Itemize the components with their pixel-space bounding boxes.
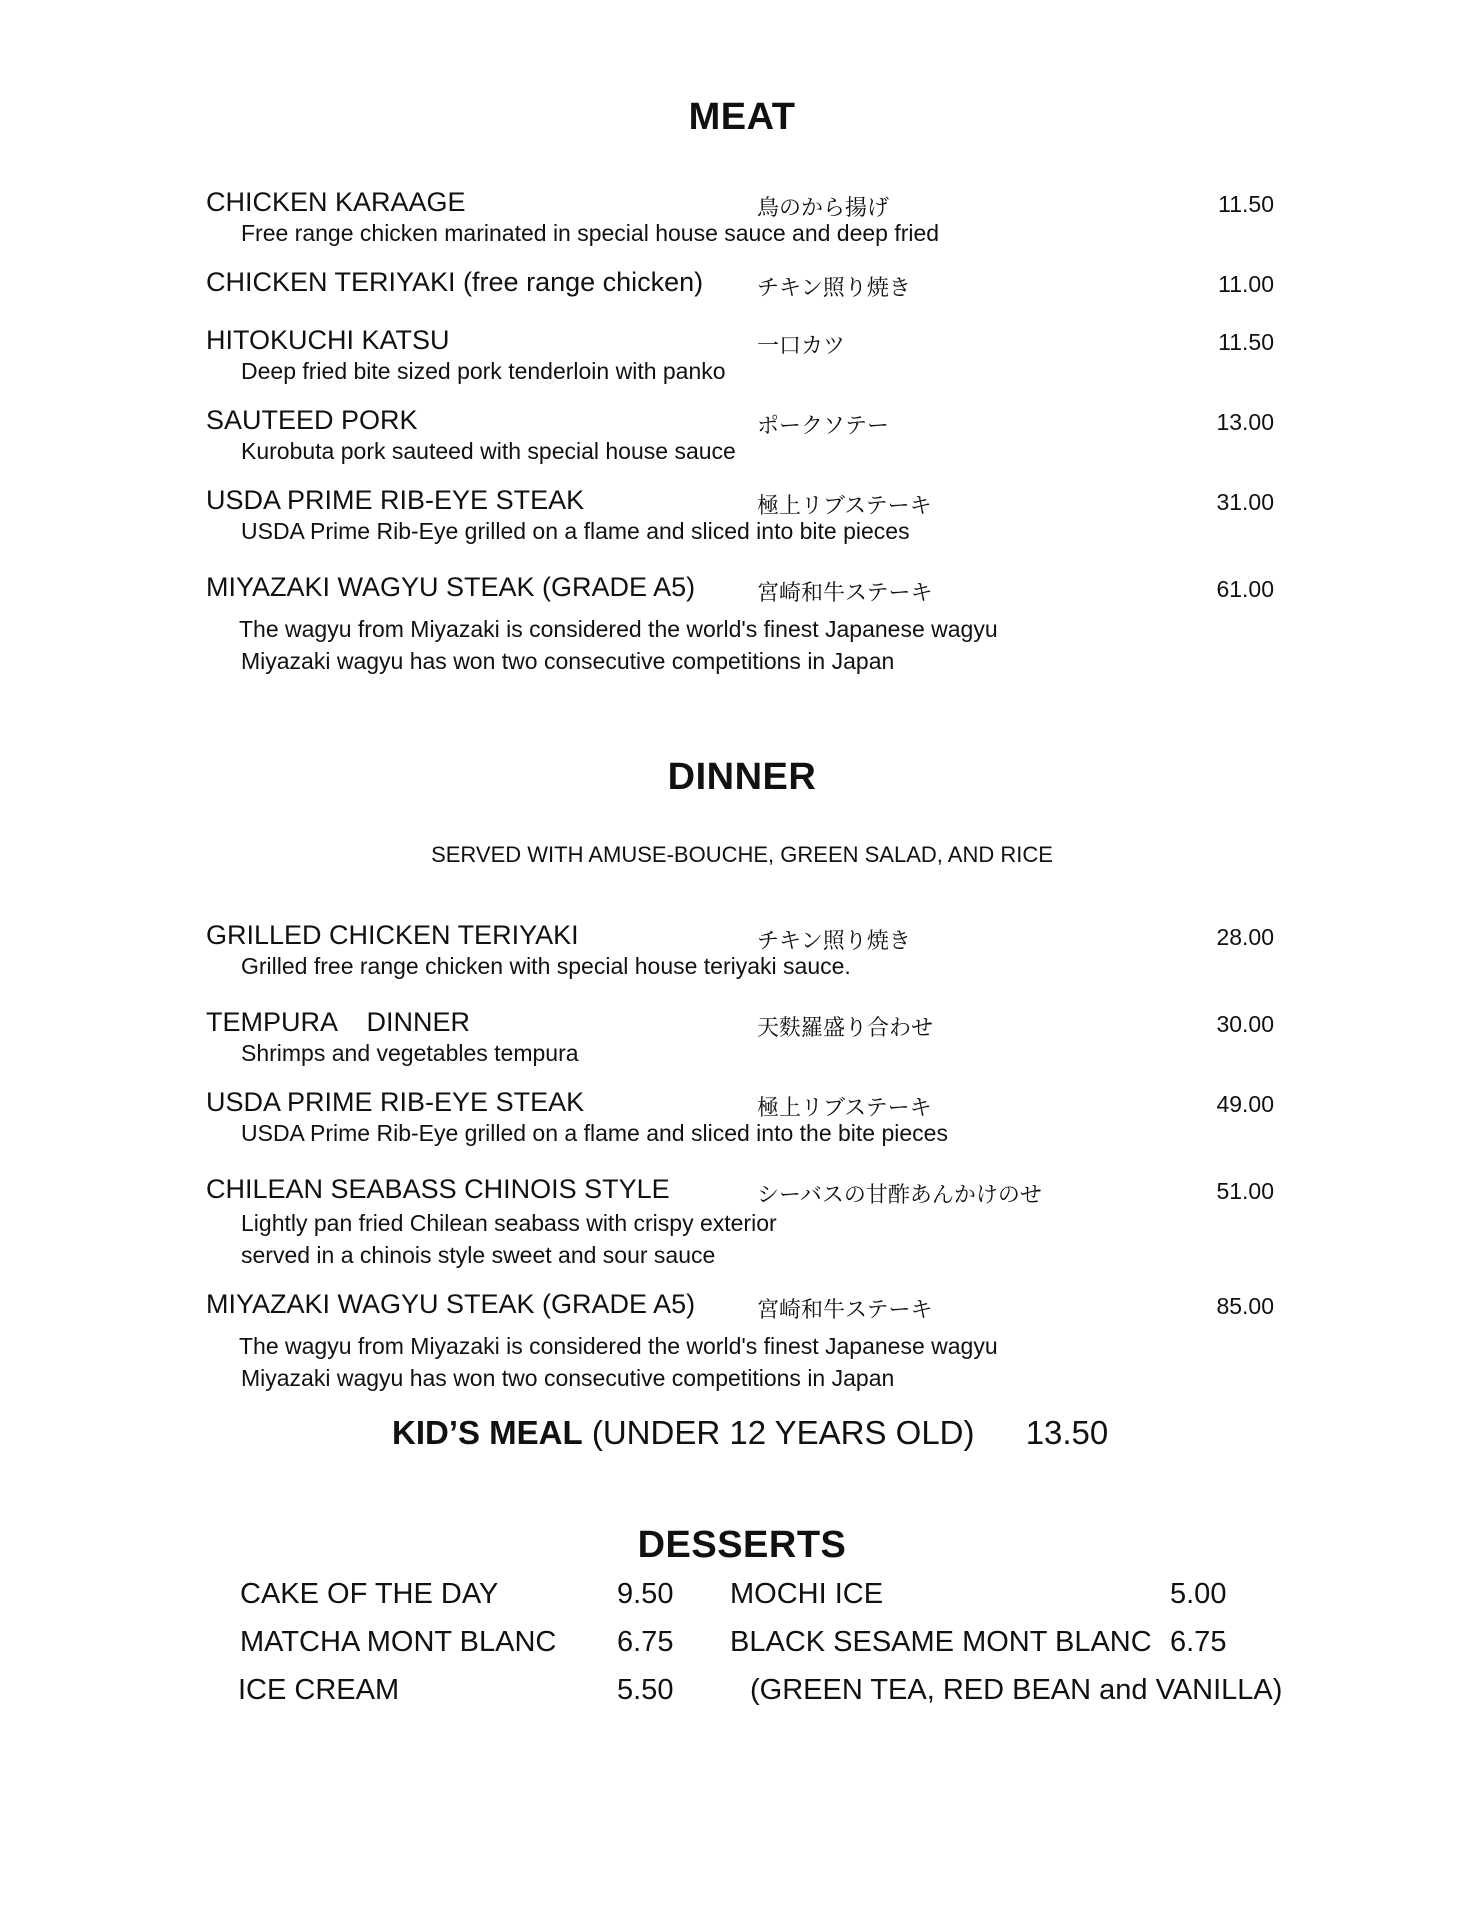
item-japanese-name: チキン照り焼き <box>757 276 911 301</box>
item-description: Lightly pan fried Chilean seabass with crispy exterior <box>241 1210 777 1236</box>
item-price: 11.00 <box>1218 271 1274 297</box>
desserts-section-title: DESSERTS <box>637 1524 847 1566</box>
dessert-name: ICE CREAM <box>238 1674 400 1706</box>
item-name: CHICKEN KARAAGE <box>206 187 466 217</box>
item-japanese-name: 宮崎和牛ステーキ <box>757 581 933 606</box>
item-description: Deep fried bite sized pork tenderloin with panko <box>241 358 726 384</box>
item-description: Miyazaki wagyu has won two consecutive competitions in Japan <box>241 648 895 674</box>
dessert-name: MATCHA MONT BLANC <box>240 1626 557 1658</box>
dessert-price: 5.00 <box>1170 1578 1227 1610</box>
dessert-price: 6.75 <box>617 1626 674 1658</box>
item-price: 85.00 <box>1216 1293 1274 1319</box>
item-name: USDA PRIME RIB-EYE STEAK <box>206 1087 585 1117</box>
item-name: CHILEAN SEABASS CHINOIS STYLE <box>206 1174 670 1204</box>
dessert-price: 9.50 <box>617 1578 674 1610</box>
item-description: Miyazaki wagyu has won two consecutive competitions in Japan <box>241 1365 895 1391</box>
item-japanese-name: 宮崎和牛ステーキ <box>757 1298 933 1323</box>
dessert-flavors-note: (GREEN TEA, RED BEAN and VANILLA) <box>750 1674 1283 1706</box>
item-name: USDA PRIME RIB-EYE STEAK <box>206 485 585 515</box>
item-japanese-name: ポークソテー <box>757 414 890 439</box>
meat-section-title: MEAT <box>688 96 796 138</box>
dessert-name: CAKE OF THE DAY <box>240 1578 499 1610</box>
item-description: The wagyu from Miyazaki is considered the world's finest Japanese wagyu <box>239 616 998 642</box>
dessert-price: 5.50 <box>617 1674 674 1706</box>
item-japanese-name: 鳥のから揚げ <box>757 196 890 221</box>
item-description: Kurobuta pork sauteed with special house sauce <box>241 438 736 464</box>
item-price: 11.50 <box>1218 329 1274 355</box>
item-japanese-name: チキン照り焼き <box>757 929 911 954</box>
item-price: 30.00 <box>1216 1011 1274 1037</box>
item-japanese-name: 極上リブステーキ <box>757 1096 932 1121</box>
kids-meal-title: KID’S MEAL <box>392 1414 583 1451</box>
item-name: SAUTEED PORK <box>206 405 418 435</box>
item-japanese-name: 極上リブステーキ <box>757 494 932 519</box>
dinner-section-title: DINNER <box>667 756 817 798</box>
dessert-price: 6.75 <box>1170 1626 1227 1658</box>
dessert-name: BLACK SESAME MONT BLANC <box>730 1626 1152 1658</box>
item-price: 51.00 <box>1216 1178 1274 1204</box>
item-name: HITOKUCHI KATSU <box>206 325 450 355</box>
item-price: 11.50 <box>1218 191 1274 217</box>
item-price: 31.00 <box>1216 489 1274 515</box>
item-description: Shrimps and vegetables tempura <box>241 1040 579 1066</box>
item-name: MIYAZAKI WAGYU STEAK (GRADE A5) <box>206 1289 696 1319</box>
item-description: USDA Prime Rib-Eye grilled on a flame and sliced into bite pieces <box>241 518 910 544</box>
item-description: served in a chinois style sweet and sour sauce <box>241 1242 716 1268</box>
item-price: 13.00 <box>1216 409 1274 435</box>
dinner-subtitle: SERVED WITH AMUSE-BOUCHE, GREEN SALAD, AND RICE <box>431 842 1053 867</box>
item-description: The wagyu from Miyazaki is considered the world's finest Japanese wagyu <box>239 1333 998 1359</box>
item-price: 49.00 <box>1216 1091 1274 1117</box>
item-description: Free range chicken marinated in special house sauce and deep fried <box>241 220 940 246</box>
item-name: CHICKEN TERIYAKI (free range chicken) <box>206 267 704 297</box>
dessert-name: MOCHI ICE <box>730 1578 884 1610</box>
kids-meal-detail: (UNDER 12 YEARS OLD) <box>591 1414 975 1451</box>
item-japanese-name: 天麩羅盛り合わせ <box>757 1016 934 1041</box>
item-price: 28.00 <box>1216 924 1274 950</box>
item-name: GRILLED CHICKEN TERIYAKI <box>206 920 579 950</box>
item-japanese-name: 一口カツ <box>757 334 846 359</box>
item-description: Grilled free range chicken with special house teriyaki sauce. <box>241 953 851 979</box>
item-japanese-name: シーバスの甘酢あんかけのせ <box>757 1183 1042 1208</box>
item-price: 61.00 <box>1216 576 1274 602</box>
kids-meal-line <box>392 1414 1108 1452</box>
item-description: USDA Prime Rib-Eye grilled on a flame and sliced into the bite pieces <box>241 1120 948 1146</box>
kids-meal-price: 13.50 <box>1025 1414 1109 1451</box>
item-name: TEMPURA DINNER <box>206 1007 471 1037</box>
item-name: MIYAZAKI WAGYU STEAK (GRADE A5) <box>206 572 696 602</box>
